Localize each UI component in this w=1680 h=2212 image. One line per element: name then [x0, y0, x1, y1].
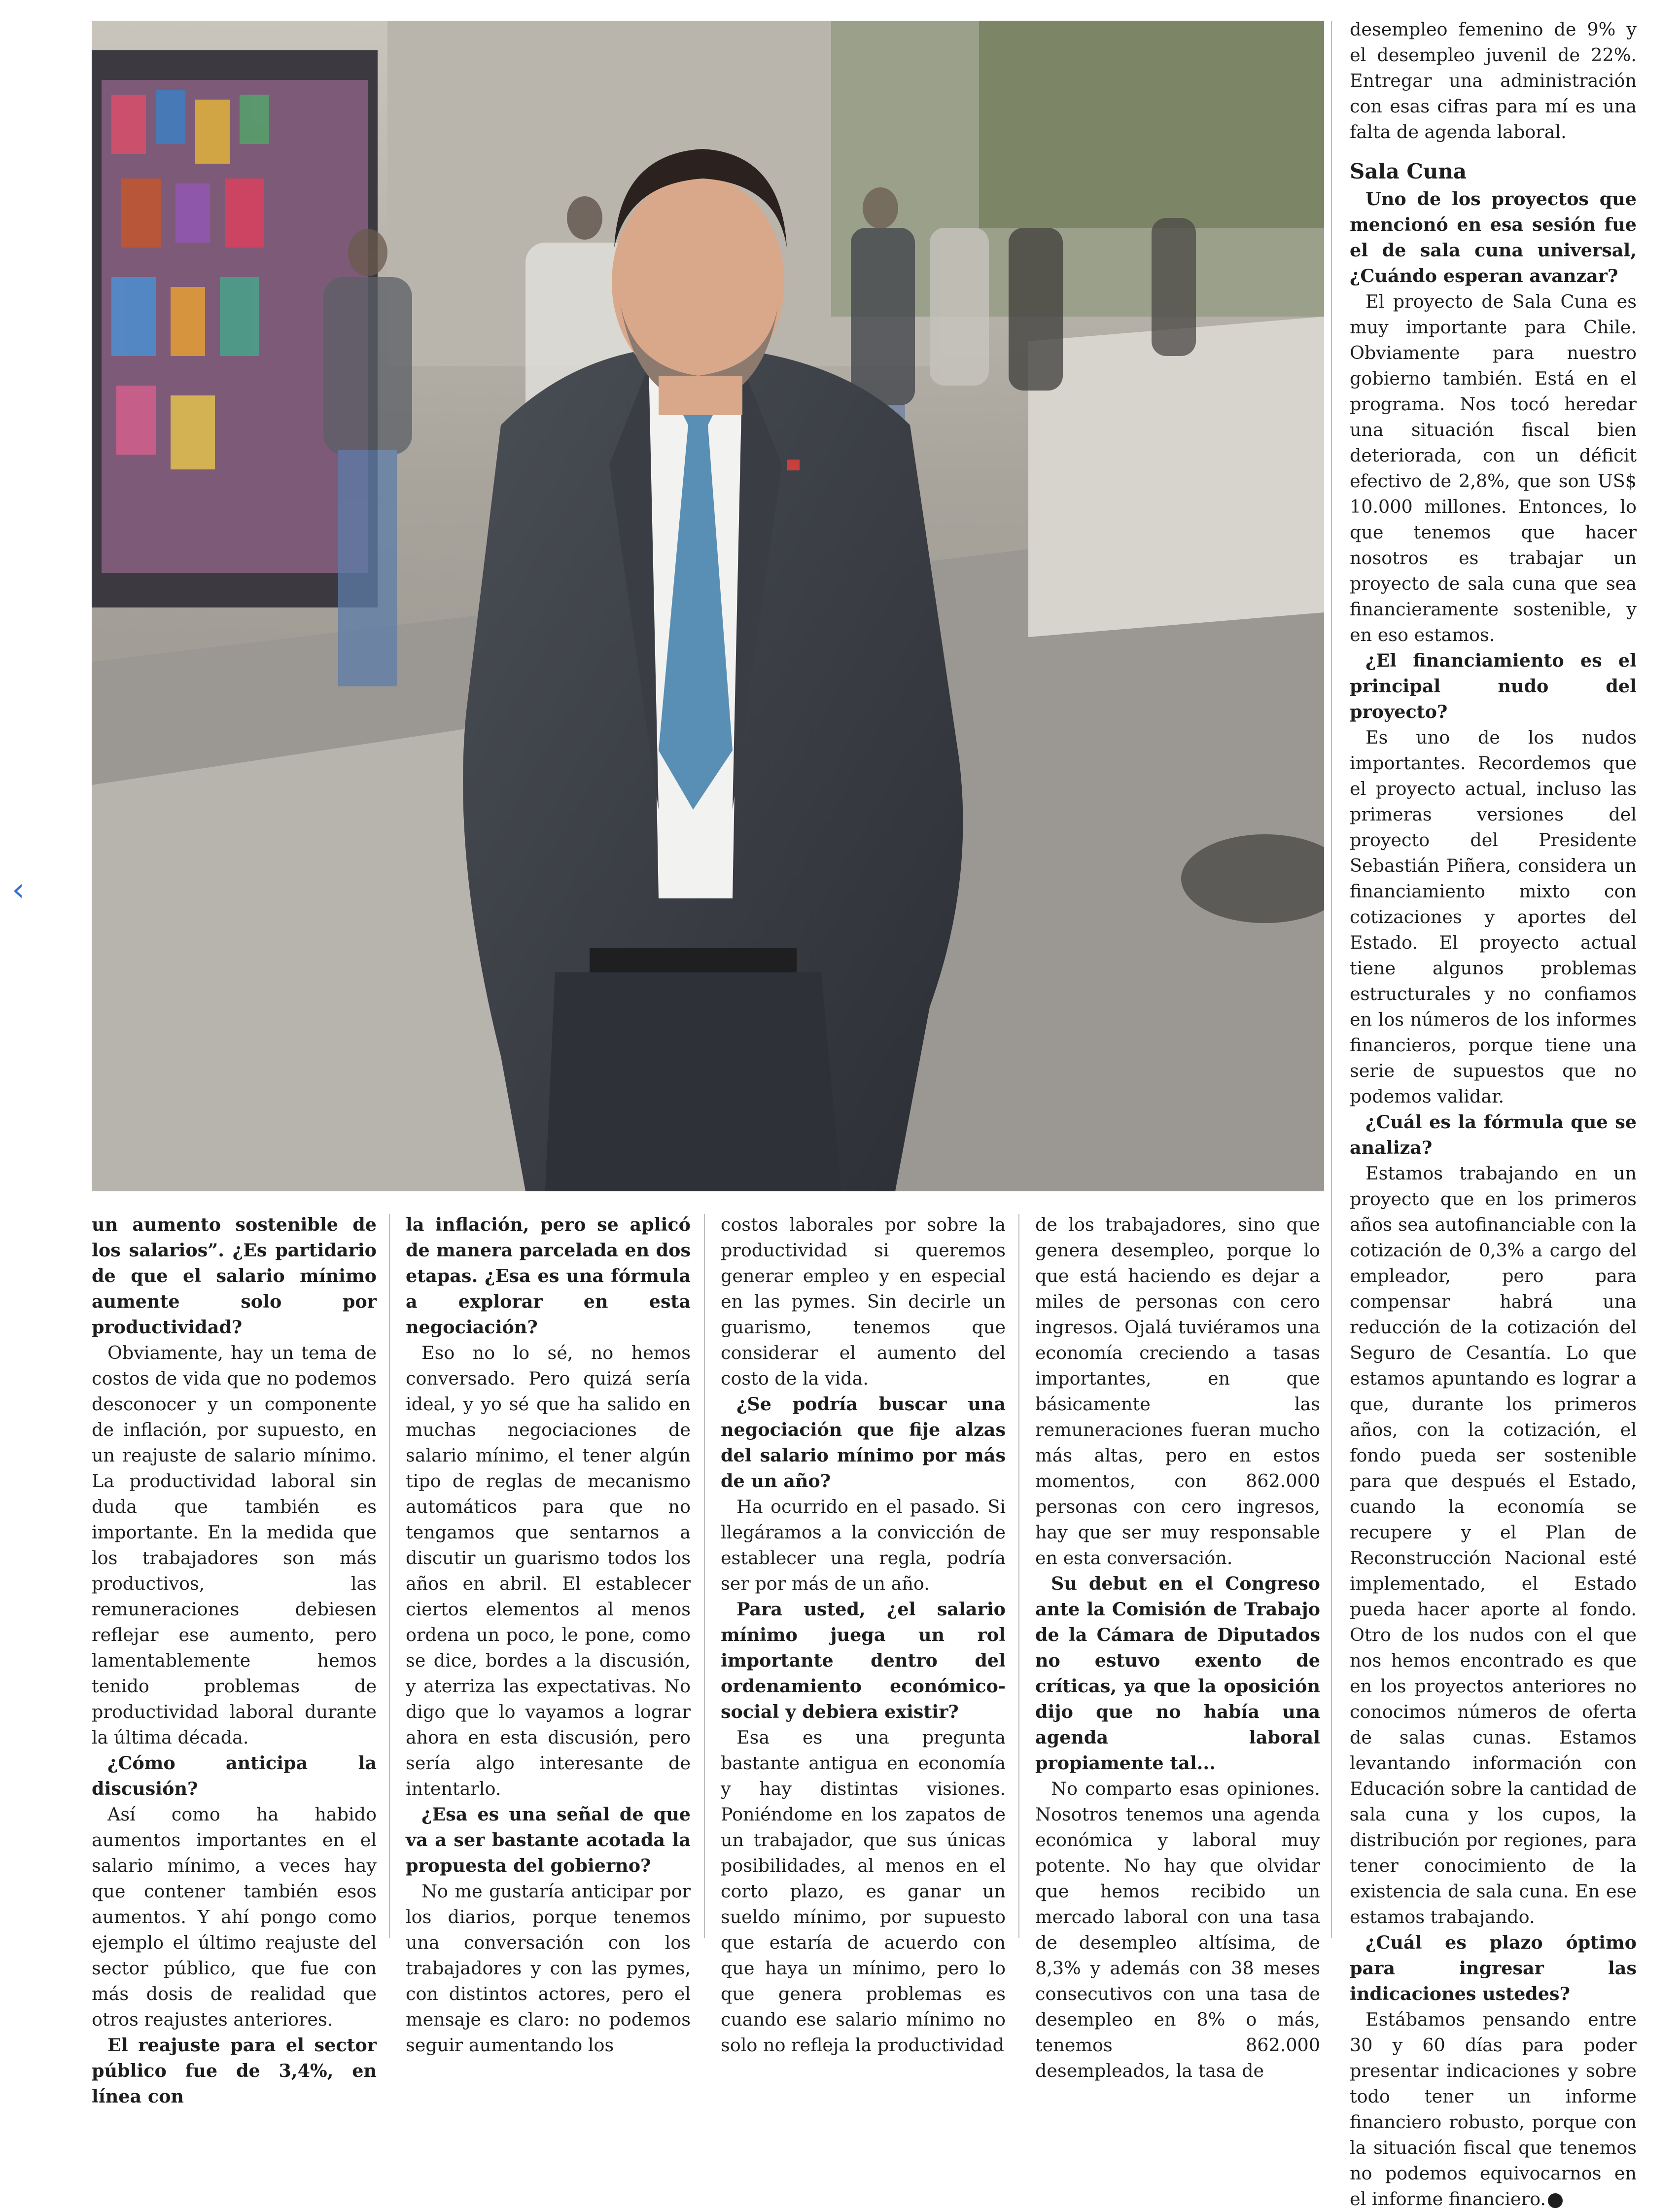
interview-answer: Estábamos pensando entre 30 y 60 días para poder presentar indicaciones y sobre todo tener un informe financiero robusto, porque con la situación fiscal que tenemos no podemos equivocarnos en el informe financiero. [1350, 2009, 1637, 2210]
end-of-article-icon [1548, 2193, 1563, 2208]
column-divider [704, 1214, 705, 1938]
interview-answer: No comparto esas opiniones. Nosotros tenemos una agenda económica y laboral muy potente. No hay que olvidar que hemos recibido un mercado laboral con una tasa de desempleo altísima, de 8,3% y además con 38 meses consecutivos con una tasa de desempleo en 8% o más, tenemos 862.000 desempleados, la tasa de [1035, 1778, 1320, 2081]
article-column-4 [1035, 1212, 1320, 2084]
interview-question: ¿Cómo anticipa la discusión? [92, 1752, 377, 1799]
portrait-photo [92, 21, 1324, 1191]
interview-answer: costos laborales por sobre la productividad si queremos generar empleo y en especial en las pymes. Sin decirle un guarismo, tenemos que considerar el aumento del costo de la vida. [721, 1214, 1006, 1389]
interview-question: Uno de los proyectos que mencionó en esa sesión fue el de sala cuna universal, ¿Cuándo esperan avanzar? [1350, 188, 1637, 286]
article-column-3 [721, 1212, 1006, 2058]
interview-question: ¿Se podría buscar una negociación que fije alzas del salario mínimo por más de un año? [721, 1393, 1006, 1492]
interview-question: Su debut en el Congreso ante la Comisión de Trabajo de la Cámara de Diputados no estuvo exento de críticas, ya que la oposición dijo que no había una agenda laboral propiamente tal... [1035, 1573, 1320, 1774]
article-column-1 [92, 1212, 377, 2109]
interview-answer: de los trabajadores, sino que genera desempleo, porque lo que está haciendo es dejar a miles de personas con cero ingresos. Ojalá tuviéramos una economía creciendo a tasas importantes, en que básicamente las remuneraciones fueran mucho más altas, pero en estos momentos, con 862.000 personas con cero ingresos, hay que ser muy responsable en esta conversación. [1035, 1214, 1320, 1569]
interview-answer: No me gustaría anticipar por los diarios, porque tenemos una conversación con los trabajadores y con las pymes, con distintos actores, pero el mensaje es claro: no podemos seguir aumentando los [406, 1881, 691, 2056]
interview-answer: Eso no lo sé, no hemos conversado. Pero quizá sería ideal, y yo sé que ha salido en muchas negociaciones de salario mínimo, el tener algún tipo de reglas de mecanismo automáticos para que no tengamos que sentarnos a discutir un guarismo todos los años en abril. El establecer ciertos elementos al menos ordena un poco, le pone, como se dice, bordes a la discusión, y aterriza las expectativas. No digo que lo vayamos a lograr ahora en esta discusión, pero sería algo interesante de intentarlo. [406, 1342, 691, 1799]
article-column-2 [406, 1212, 691, 2058]
section-heading: Sala Cuna [1350, 159, 1467, 183]
column-divider [389, 1214, 390, 1938]
chevron-left-icon: ‹ [12, 872, 25, 908]
column-divider [1331, 21, 1332, 1938]
interview-question: la inflación, pero se aplicó de manera parcelada en dos etapas. ¿Esa es una fórmula a explorar en esta negociación? [406, 1214, 691, 1338]
article-column-5 [1350, 17, 1637, 2212]
interview-question: un aumento sostenible de los salarios”. ¿Es partidario de que el salario mínimo aumente solo por productividad? [92, 1214, 377, 1338]
interview-question: Para usted, ¿el salario mínimo juega un rol importante dentro del ordenamiento económico-social y debiera existir? [721, 1599, 1006, 1722]
interview-question: ¿Cuál es la fórmula que se analiza? [1350, 1111, 1637, 1158]
interview-answer: Obviamente, hay un tema de costos de vida que no podemos desconocer y un componente de inflación, por supuesto, en un reajuste de salario mínimo. La productividad laboral sin duda que también es importante. En la medida que los trabajadores son más productivos, las remuneraciones debiesen reflejar ese aumento, pero lamentablemente hemos tenido problemas de productividad laboral durante la última década. [92, 1342, 377, 1748]
interview-answer: Esa es una pregunta bastante antigua en economía y hay distintas visiones. Poniéndome en los zapatos de un trabajador, que sus únicas posibilidades, al menos en el corto plazo, es ganar un sueldo mínimo, por supuesto que estaría de acuerdo con que haya un mínimo, pero lo que genera problemas es cuando ese salario mínimo no solo no refleja la productividad [721, 1727, 1006, 2056]
interview-question: ¿Esa es una señal de que va a ser bastante acotada la propuesta del gobierno? [406, 1804, 691, 1876]
interview-question: El reajuste para el sector público fue de 3,4%, en línea con [92, 2034, 377, 2107]
prev-page-button[interactable] [7, 873, 30, 907]
column-divider [1018, 1214, 1019, 1938]
interview-answer: El proyecto de Sala Cuna es muy importante para Chile. Obviamente para nuestro gobierno también. Está en el programa. Nos tocó heredar una situación fiscal bien deteriorada, con un déficit efectivo de 2,8%, que son US$ 10.000 millones. Entonces, lo que tenemos que hacer nosotros es trabajar un proyecto de sala cuna que sea financieramente sostenible, y en eso estamos. [1350, 291, 1637, 645]
interview-answer: desempleo femenino de 9% y el desempleo juvenil de 22%. Entregar una administración con esas cifras para mí es una falta de agenda laboral. [1350, 19, 1637, 143]
interview-answer: Estamos trabajando en un proyecto que en los primeros años sea autofinanciable con la cotización de 0,3% a cargo del empleador, pero para compensar habrá una reducción de la cotización del Seguro de Cesantía. Lo que estamos apuntando es lograr a que, durante los primeros años, con la cotización, el fondo pueda ser sostenible para que después el Estado, cuando la economía se recupere y el Plan de Reconstrucción Nacional esté implementado, el Estado pueda hacer aporte al fondo. Otro de los nudos con el que nos hemos encontrado es que en los proyectos anteriores no conocimos números de oferta de salas cunas. Estamos levantando información con Educación sobre la cantidad de sala cuna y los cupos, la distribución por regiones, para tener conocimiento de la existencia de sala cuna. En ese estamos trabajando. [1350, 1163, 1637, 1927]
interview-question: ¿Cuál es plazo óptimo para ingresar las indicaciones ustedes? [1350, 1932, 1637, 2004]
interview-answer: Así como ha habido aumentos importantes en el salario mínimo, a veces hay que contener también esos aumentos. Y ahí pongo como ejemplo el último reajuste del sector público, que fue con más dosis de realidad que otros reajustes anteriores. [92, 1804, 377, 2030]
interview-question: ¿El financiamiento es el principal nudo del proyecto? [1350, 650, 1637, 722]
interview-answer: Es uno de los nudos importantes. Recordemos que el proyecto actual, incluso las primeras versiones del proyecto del Presidente Sebastián Piñera, considera un financiamiento mixto con cotizaciones y aportes del Estado. El proyecto actual tiene algunos problemas estructurales y no confiamos en los números de los informes financieros, porque tiene una serie de supuestos que no podemos validar. [1350, 727, 1637, 1107]
interview-answer: Ha ocurrido en el pasado. Si llegáramos a la convicción de establecer una regla, podría ser por más de un año. [721, 1496, 1006, 1594]
